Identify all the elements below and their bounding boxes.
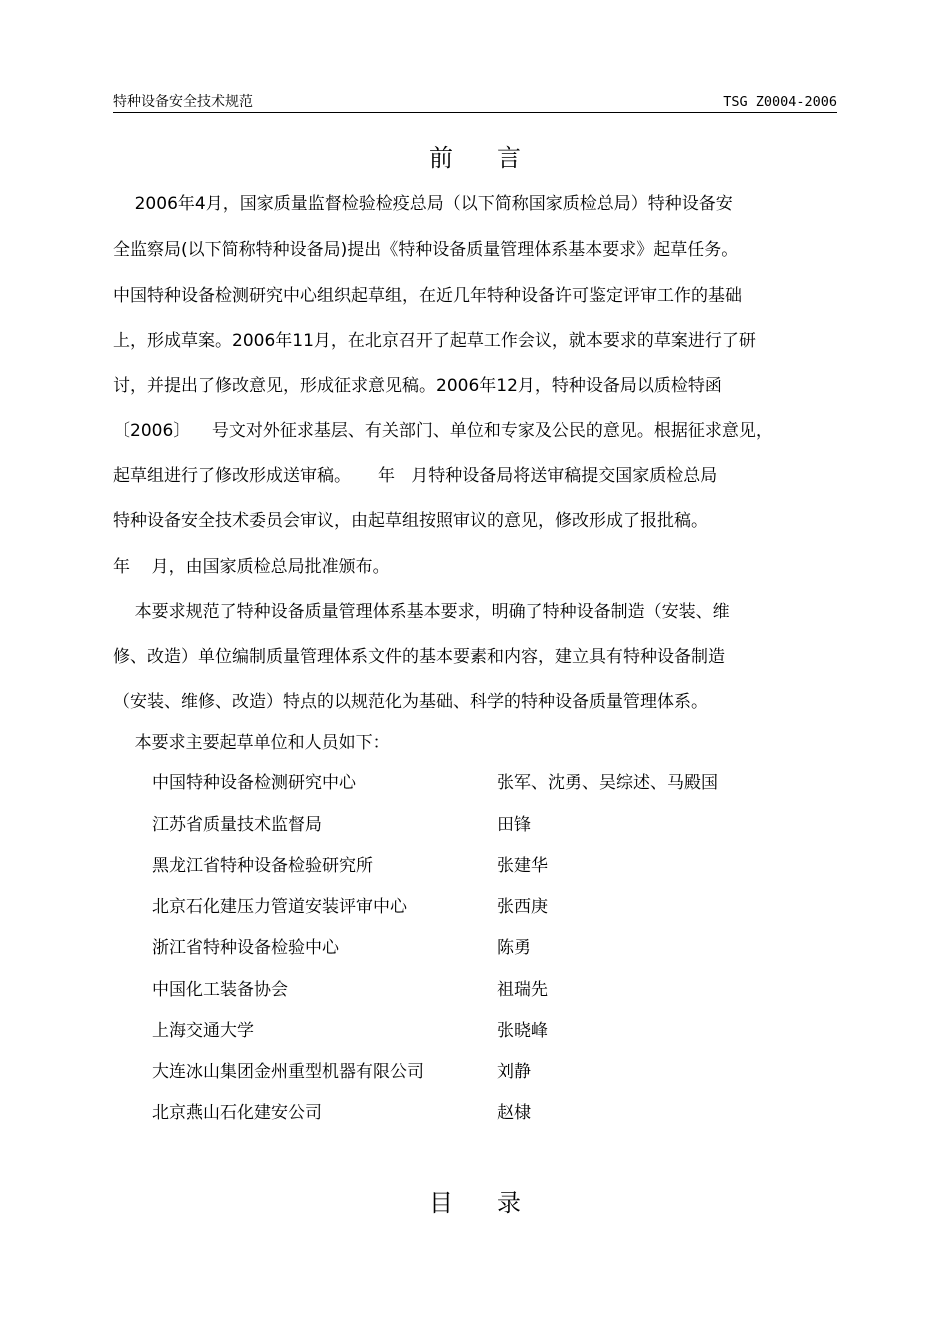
preface-line: 全监察局(以下简称特种设备局)提出《特种设备质量管理体系基本要求》起草任务。 (113, 240, 739, 260)
drafter-org: 黑龙江省特种设备检验研究所 (152, 856, 373, 876)
drafter-org: 大连冰山集团金州重型机器有限公司 (152, 1062, 424, 1082)
drafter-people: 刘静 (497, 1062, 531, 1082)
drafter-org: 浙江省特种设备检验中心 (152, 938, 339, 958)
drafter-people: 赵棣 (497, 1103, 531, 1123)
preface-line: 中国特种设备检测研究中心组织起草组，在近几年特种设备许可鉴定评审工作的基础 (113, 286, 742, 306)
preface-line: 年 月，由国家质检总局批准颁布。 (113, 557, 390, 577)
drafter-people: 张军、沈勇、吴综述、马殿国 (497, 773, 718, 793)
drafter-people: 张西庚 (497, 897, 548, 917)
header-spec-category: 特种设备安全技术规范 (113, 94, 253, 110)
preface-line: 2006年4月，国家质量监督检验检疫总局（以下简称国家质检总局）特种设备安 (113, 194, 733, 214)
drafter-org: 北京石化建压力管道安装评审中心 (152, 897, 407, 917)
preface-line: 修、改造）单位编制质量管理体系文件的基本要素和内容，建立具有特种设备制造 (113, 647, 725, 667)
drafter-people: 祖瑞先 (497, 980, 548, 1000)
drafter-org: 中国特种设备检测研究中心 (152, 773, 356, 793)
preface-line: 〔2006〕 号文对外征求基层、有关部门、单位和专家及公民的意见。根据征求意见， (113, 421, 773, 441)
page-header (113, 92, 837, 113)
preface-line: 上，形成草案。2006年11月，在北京召开了起草工作会议，就本要求的草案进行了研 (113, 331, 756, 351)
drafter-org: 上海交通大学 (152, 1021, 254, 1041)
preface-line: 本要求规范了特种设备质量管理体系基本要求，明确了特种设备制造（安装、维 (113, 602, 730, 622)
drafter-people: 张建华 (497, 856, 548, 876)
preface-line: 特种设备安全技术委员会审议，由起草组按照审议的意见，修改形成了报批稿。 (113, 511, 708, 531)
drafter-people: 张晓峰 (497, 1021, 548, 1041)
drafter-people: 陈勇 (497, 938, 531, 958)
drafter-org: 中国化工装备协会 (152, 980, 288, 1000)
preface-line: 起草组进行了修改形成送审稿。 年 月特种设备局将送审稿提交国家质检总局 (113, 466, 718, 486)
drafter-org: 江苏省质量技术监督局 (152, 815, 322, 835)
drafter-org: 北京燕山石化建安公司 (152, 1103, 322, 1123)
header-spec-code: TSG Z0004-2006 (723, 94, 837, 110)
preface-line: （安装、维修、改造）特点的以规范化为基础、科学的特种设备质量管理体系。 (113, 692, 708, 712)
preface-line: 本要求主要起草单位和人员如下： (113, 733, 390, 753)
drafter-people: 田锋 (497, 815, 531, 835)
toc-title: 目录 (429, 1189, 565, 1217)
preface-line: 讨，并提出了修改意见，形成征求意见稿。2006年12月，特种设备局以质检特函 (113, 376, 722, 396)
preface-title: 前言 (429, 144, 565, 172)
